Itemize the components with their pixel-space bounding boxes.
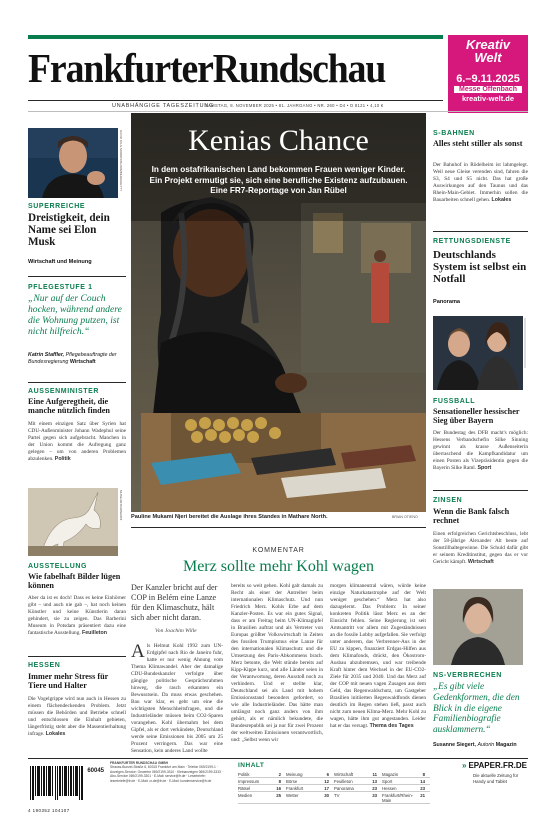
pflege-quote: „Nur auf der Couch hocken, während andere die Wohnung putzen, ist nicht hilfreich.“ — [28, 293, 122, 337]
toc-item[interactable] — [334, 786, 382, 792]
ad-venue: Messe Offenbach — [454, 86, 522, 93]
ad-brand-1: Kreativ — [465, 37, 511, 52]
toc-page: 23 — [372, 786, 377, 791]
toc-section: TV — [334, 793, 340, 798]
toc-item[interactable] — [334, 772, 382, 778]
sbahn-tag[interactable]: Lokales — [491, 196, 512, 203]
musk-photo-credit: DAVID PAUL MORRIS/BLOOMBERG/GETTY — [119, 130, 123, 192]
masthead-title: FrankfurterRundschau — [28, 45, 386, 91]
left-rule-3 — [28, 656, 126, 657]
footer-publisher-name: FRANKFURTER RUNDSCHAU GMBH — [110, 761, 169, 765]
aussen-headline[interactable]: Eine Aufgeregtheit, die manche nützlich finden — [28, 397, 110, 415]
musk-headline[interactable]: Dreistigkeit, dein Name sei Elon Musk — [28, 212, 110, 249]
toc-section: Frankfurt — [286, 786, 304, 791]
masthead-dateline: SAMSTAG, 8. NOVEMBER 2025 • 81. JAHRGANG • NR. 260 • D4 • D 8121 • 4,10 € — [205, 103, 384, 108]
toc-item[interactable] — [286, 786, 334, 792]
epaper-subtitle: Die aktuelle Zeitung für Handy und Tablet — [473, 773, 519, 784]
sbahn-headline[interactable]: Alles steht stiller als sonst — [433, 139, 523, 148]
aussen-text — [28, 421, 126, 463]
toc-section: Panorama — [334, 786, 354, 791]
commentary-text-1: ls Helmut Kohl 1992 zum UN-Erdgipfel nach Rio de Janeiro fuhr, hatte er nur wenig Ahnung vom Thema Klimawandel. Aber der damalige CDU-Bundeskanzler verfolgte über gängige politische Gesprächsrahmen hinweg, die rasch erkannten ein Bewusstsein. Da muss etwas geschehen. Bau war klar, es geht um eine die wichtigsten Menschheitsfragen, und die Industrieländer müssen beim CO2-Sparen vorangehen. Kohl übernahm bei dem Gipfel, als er dort verkündete, Deutschland werde seine Emissionen bis 2005 um 25 Prozent verringern. Das war eine Sensation, kein anderes Land wollte — [131, 643, 223, 754]
ausstellung-headline[interactable]: Wie fabelhaft Bilder lügen können — [28, 572, 121, 590]
fussball-tag[interactable]: Sport — [477, 464, 492, 471]
pflege-tag[interactable]: Wirtschaft — [69, 358, 96, 365]
pflege-role: Pflegebeauftragte der Bundesregierung — [28, 352, 117, 365]
barcode — [28, 764, 106, 814]
toc-item[interactable] — [382, 772, 430, 778]
hessen-kicker: HESSEN — [28, 662, 61, 669]
commentary-text-3: morgen klimaneutral wären, würde keine einzige Naturkatastrophe auf der Welt weniger geschehen.“ Merz hat also dazugelernt. Das Problem: In seiner konkreten Politik lässt Merz es an der Einsicht fehlen. Seine Regierung ist seit Amtsantritt vor allem mit Zugeständnissen an die fossile Lobby aufgefallen. Sie verfolgt unter anderem, das Verbrenner-Aus in der EU zu kippen, finanziert Erdgas-Hilfen aus dem Klimafonds, drückt, den Ökostrom-Ausbau abzubremsen, und war treibende Kraft hinter dem Wechsel in der EU-CO2-Ziele für 2035 und 2040. Und das Merz auf der COP mit neuen vagen Zusagen aus dem Geld, das Regenwaldschutz, um Gastgeber Brasilien initiierten Regenwaldfonds dienen deutlich im Regen stehen ließ, passt auch nicht zum neuen Klima-Merz. Mehr Kohl zu wagen, hätte ihm gut angestanden. Leider hat er das versagt. — [330, 583, 426, 729]
toc-section: Sport — [382, 779, 393, 784]
commentary-headline[interactable]: Merz sollte mehr Kohl wagen — [182, 558, 375, 575]
toc-page: 23 — [420, 786, 425, 791]
ad-dates: 6.–9.11.2025 — [456, 73, 520, 85]
toc-page: 12 — [324, 779, 329, 784]
zinsen-text — [433, 531, 528, 566]
toc-page: 11 — [372, 772, 377, 777]
toc-section: Rätsel — [238, 786, 251, 791]
left-rule-1 — [28, 276, 126, 277]
fussball-photo — [433, 316, 523, 390]
barcode-bars — [28, 766, 86, 806]
inhalt-title: INHALT — [238, 762, 265, 769]
commentary-byline: Von Joachim Wille — [155, 628, 197, 634]
ns-quote: „Es gibt viele Gedenkformen, die den Blick in die eigene Familienbiografie ausklammern.“ — [433, 682, 520, 736]
commentary-text-2: bereits so weit gehen. Kohl galt damals zu Recht als einer der Antreiber beim internationalen Klimaschutz. Und nun Friedrich Merz. Kohls Erbe auf dem Kanzler-Posten. Es war ein gutes Signal, dass er am Freitag beim UN-Klimagipfel in Brasilien auftrat und als Vertreter von Europas größter Volkswirtschaft in Zeiten des fossilen Trumpismus eine Lanze für den internationalen Klimaschutz und die Umsetzung des Paris-Abkommens brach. Merz betonte, die Welt stünde bereits auf Kipp-Kippe kurz, und alle Länder seien in der Verantwortung, deren Ausstoß noch zu verhindern. Und er stellte klar, Deutschland sei als Land mit hohem Emissionsstand besonders gefordert, so wie alle Industrieländer. Das hätte man umlängst noch ganz anders von ihm gehört, als er nämlich bekundete, die Bundesrepublik sei ja nur für zwei Prozent der weltweiten Emissionen verantwortlich, und: „Selbst wenn wir — [231, 583, 323, 743]
fussball-body: Der Bundestag des DFB macht's möglich: Hessens Verbandschefin Silke Sinning gewinnt als krasse Außenseiterin überraschend die Kampfkandidatur um einen Posten als Vizepräsidentin gegen die Bayerin Silke Raml. — [433, 430, 528, 471]
table-of-contents — [238, 772, 430, 804]
toc-item[interactable] — [382, 779, 430, 785]
ns-author: Susanne Siegert, — [433, 742, 476, 748]
fussball-photo-credit — [524, 318, 526, 368]
pflege-author: Katrin Staffler, — [28, 352, 65, 358]
rettung-tag[interactable]: Panorama — [433, 299, 461, 305]
pflege-kicker: PFLEGESTUFE 1 — [28, 284, 93, 291]
zinsen-headline[interactable]: Wenn die Bank falsch rechnet — [433, 507, 510, 525]
commentary-col-3 — [330, 583, 426, 730]
epaper-title: EPAPER.FR.DE — [468, 761, 527, 770]
toc-item[interactable] — [286, 772, 334, 778]
epaper-link[interactable] — [462, 762, 528, 784]
ausstellung-kicker: AUSSTELLUNG — [28, 563, 88, 570]
kreativ-welt-ad[interactable] — [448, 35, 528, 113]
masthead-tagline: UNABHÄNGIGE TAGESZEITUNG — [112, 103, 214, 109]
masthead-top-rule — [28, 35, 443, 39]
unicorn-photo — [28, 488, 118, 556]
toc-item[interactable] — [286, 793, 334, 804]
ausstellung-tag[interactable]: Feuilleton — [82, 629, 108, 636]
aussen-tag[interactable]: Politik — [54, 455, 71, 462]
toc-page: 33 — [372, 793, 377, 798]
toc-page: 16 — [276, 786, 281, 791]
zinsen-tag[interactable]: Wirtschaft — [467, 558, 494, 565]
toc-page: 30 — [324, 793, 329, 798]
unicorn-photo-credit: MUSEUM BARBERINI — [119, 490, 123, 521]
commentary-col-1 — [131, 643, 223, 755]
commentary-kicker: KOMMENTAR — [252, 547, 305, 554]
toc-item[interactable] — [334, 793, 382, 804]
siegert-photo — [433, 589, 523, 665]
toc-section: Feuilleton — [334, 779, 353, 784]
lead-bottom-rule — [131, 527, 426, 528]
toc-section: Medien — [238, 793, 253, 798]
toc-section: Meinung — [286, 772, 303, 777]
rettung-kicker: RETTUNGSDIENSTE — [433, 238, 511, 245]
dropcap-a: A — [131, 641, 145, 662]
zinsen-kicker: ZINSEN — [433, 497, 463, 504]
toc-section: Wirtschaft — [334, 772, 354, 777]
ns-attribution — [433, 742, 528, 748]
ns-tag[interactable]: Magazin — [495, 742, 517, 748]
ad-url: kreativ-welt.de — [461, 94, 515, 103]
ns-role: Autorin — [477, 742, 495, 748]
masthead-bottom-rule — [28, 111, 528, 112]
toc-item[interactable] — [238, 793, 286, 804]
commentary-col-2 — [231, 583, 323, 744]
toc-item[interactable] — [238, 772, 286, 778]
footer-publisher — [110, 761, 228, 783]
toc-item[interactable] — [382, 786, 430, 792]
toc-section: Wetter — [286, 793, 299, 798]
toc-page: 2 — [278, 772, 281, 777]
fussball-headline[interactable]: Sensationeller hessischer Sieg über Bayern — [433, 407, 520, 425]
toc-page: 14 — [420, 779, 425, 784]
aussen-kicker: AUSSENMINISTER — [28, 388, 100, 395]
toc-item[interactable] — [238, 786, 286, 792]
toc-item[interactable] — [382, 793, 430, 804]
masthead-underline — [28, 100, 443, 101]
toc-page: 21 — [420, 793, 425, 798]
pflege-attribution — [28, 352, 126, 366]
ad-brand-2: Welt — [474, 50, 502, 65]
toc-page: 25 — [276, 793, 281, 798]
ausstellung-text — [28, 595, 126, 637]
commentary-tag[interactable]: Thema des Tages — [369, 722, 414, 729]
right-rule-2 — [433, 490, 528, 491]
hessen-body: Die Vogelgrippe wird nun auch in Hessen zu einem flächendeckenden Problem. Jetzt müssen die Behörden und Betriebe schnell und entschlossen die Einhalt gebieten, längerfristig steht aber die Massentierhaltung infrage. — [28, 696, 126, 737]
lead-subline: In dem ostafrikanischen Land bekommen Frauen weniger Kinder. Ein Projekt ermutigt sie, sich eine berufliche Existenz aufzubauen. Eine FR7-Reportage von Jan Rübel — [149, 165, 408, 196]
toc-section: Magazin — [382, 772, 399, 777]
toc-item[interactable] — [286, 779, 334, 785]
toc-section: Politik — [238, 772, 250, 777]
footer-address: Strauss-Bunzel-Straße 6, 60315 Frankfurt am Main · Telefon 069/2199-1 · Anzeigen-Service: Gewerbe 069/2199-3310 · Kleinanzeigen 069/2199-3333 · Abo-Service 069/2199-3301 · E-Mail: service@fr.de · Leserbriefe: leserbriefe@fr.de · E-Mail: cr.de@fr.de · E-Mail: kundenservice@fr.de — [110, 765, 223, 783]
hessen-text — [28, 696, 126, 738]
commentary-lead: Der Kanzler bricht auf der COP in Belém eine Lanze für den Klimaschutz, hält sich aber nicht daran. — [131, 583, 218, 622]
toc-section: Impressum — [238, 779, 260, 784]
zinsen-body: Einen erfolgreichen Gerichtsbeschluss, lebt der 58-jährige Alexander Alt beute auf Sonstillhaltegewinne. Die Schuld dafür gibt er seinem Kreditinstitut, gegen das er vor Gericht kämpft. — [433, 531, 528, 565]
lead-caption: Pauline Mukami Njeri bereitet die Auslage ihres Standes in Mathare North. — [131, 514, 328, 520]
toc-section: Frankfurt/Rhein-Main — [382, 793, 414, 803]
toc-item[interactable] — [334, 779, 382, 785]
left-rule-2 — [28, 382, 126, 383]
lead-photo-credit: BRIAN OTIENO — [392, 515, 418, 519]
barcode-digits: 4 190352 104107 — [28, 808, 70, 813]
hessen-headline[interactable]: Immer mehr Stress für Tiere und Halter — [28, 672, 109, 690]
toc-section: Börse — [286, 779, 298, 784]
musk-photo — [28, 128, 118, 198]
toc-section: Hessen — [382, 786, 397, 791]
toc-page: 8 — [278, 779, 281, 784]
sbahn-kicker: S-BAHNEN — [433, 130, 475, 137]
ns-kicker: NS-VERBRECHEN — [433, 672, 502, 679]
aussen-body: Mit einem einzigen Satz über Syrien hat CDU-Außenminister Johann Wadephul seine Partei gegen sich aufgebracht. Manchen in der Union kommt die Aufregung ganz gelegen – um von anderen Problemen abzulenken. — [28, 421, 126, 462]
hessen-tag[interactable]: Lokales — [45, 730, 66, 737]
sbahn-body: Der Bahnhof in Rödelheim ist lahmgelegt. Weil neue Gleise verenden sind, fahren die S3, S4 und S5 nicht. Das hat große Auswirkungen auf den Taunus und das Rhein-Main-Gebiet. Immerhin sollen die Bauarbeiten schnell gehen. — [433, 162, 528, 203]
toc-page: 17 — [324, 786, 329, 791]
arrow-icon: » — [462, 761, 467, 770]
fussball-text — [433, 430, 528, 472]
footer-top-rule — [28, 758, 528, 759]
musk-tag[interactable]: Wirtschaft und Meinung — [28, 259, 92, 265]
fussball-kicker: FUSSBALL — [433, 398, 476, 405]
musk-kicker: SUPERREICHE — [28, 203, 86, 210]
toc-page: 6 — [326, 772, 329, 777]
issue-number: 60045 — [87, 768, 104, 774]
sbahn-text — [433, 162, 528, 204]
rettung-headline[interactable]: Deutschlands System ist selbst ein Notfall — [433, 249, 527, 285]
toc-page: 13 — [372, 779, 377, 784]
toc-item[interactable] — [238, 779, 286, 785]
right-rule-1 — [433, 231, 528, 232]
lead-headline[interactable]: Kenias Chance — [188, 124, 369, 157]
ausstellung-body: Aber da ist es doch! Dass es keine Einhörner gibt – und auch nie gab –, hat noch keinen Künstler und keine Künstlerin daran gehindert, sie zu zeigen. Das Barberini Museum in Potsdam präsentiert dazu eine fantastische Ausstellung. — [28, 595, 126, 636]
toc-page: 8 — [422, 772, 425, 777]
